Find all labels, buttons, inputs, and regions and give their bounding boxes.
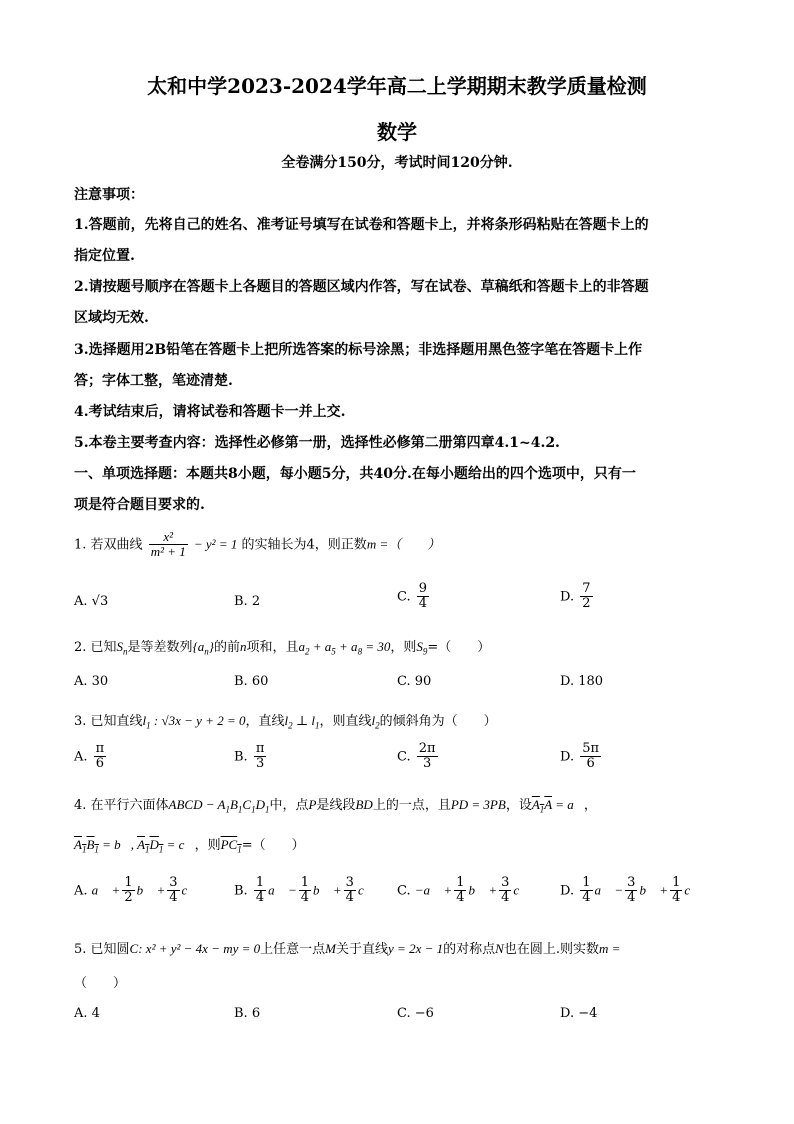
note-4: 4.考试结束后，请将试卷和答题卡一并上交. xyxy=(74,404,346,420)
note-1-line-1: 1.答题前，先将自己的姓名、准考证号填写在试卷和答题卡上，并将条形码粘贴在答题卡上的 xyxy=(74,217,649,233)
q1-option-d: D. $\frac{7}{2}$ xyxy=(560,581,591,612)
q1-text-c: ，则正数 xyxy=(314,537,367,553)
q2-option-d: D. 180 xyxy=(560,674,604,689)
question-5: 5. 已知圆C: x² + y² − 4x − my = 0上任意一点M关于直线y = 2x − 1的对称点N也在圆上.则实数m = xyxy=(74,941,621,957)
note-2-line-1: 2.请按题号顺序在答题卡上各题目的答题区域内作答，写在试卷、草稿纸和答题卡上的非答题 xyxy=(74,279,649,295)
question-3: 3. 已知直线$l_1$ : √3x − y + 2 = 0，直线$l_2$ ⊥ $l_1$，则直线$l_2$的倾斜角为（ ） xyxy=(74,713,497,731)
section-heading-line-1: 一、单项选择题：本题共8小题，每小题5分，共40分.在每小题给出的四个选项中，只有一 xyxy=(74,466,636,482)
q5-option-a: A. 4 xyxy=(74,1006,100,1021)
q1-text-d: m =（ ） xyxy=(366,536,441,552)
q2-option-a: A. 30 xyxy=(74,674,109,689)
exam-subtitle: 全卷满分150分，考试时间120分钟. xyxy=(281,155,513,171)
q4-option-c: C. −a⃗ + $\frac{1}{4}$ b⃗ + $\frac{3}{4}$ c⃗ xyxy=(397,875,530,906)
q4-option-a: A. a⃗ + $\frac{1}{2}$ b⃗ + $\frac{3}{4}$ c⃗ xyxy=(74,875,198,906)
q1-value-4: 4 xyxy=(306,537,315,553)
question-5-paren: （ ） xyxy=(74,976,127,991)
q3-option-c: C. $\frac{2\pi}{3}$ xyxy=(397,741,436,772)
q5-option-b: B. 6 xyxy=(234,1006,261,1021)
exam-subject: 数学 xyxy=(377,120,417,144)
q5-option-d: D. −4 xyxy=(560,1006,598,1021)
note-5: 5.本卷主要考查内容：选择性必修第一册，选择性必修第二册第四章4.1~4.2. xyxy=(74,435,560,451)
question-2: 2. 已知$S_n$是等差数列$\{a_n\}$的前n项和，且$a_2 + a_5 + a_8 = 30$，则$S_9=$（ ） xyxy=(74,639,491,657)
q3-option-b: B. $\frac{\pi}{3}$ xyxy=(234,741,265,772)
q1-text-a: 1. 若双曲线 xyxy=(74,537,143,553)
q2-option-c: C. 90 xyxy=(397,674,432,689)
q2-option-b: B. 60 xyxy=(234,674,269,689)
q4-option-b: B. $\frac{1}{4}$ a⃗ − $\frac{1}{4}$ b⃗ + $\frac{3}{4}$ c⃗ xyxy=(234,875,374,906)
q5-option-c: C. −6 xyxy=(397,1006,434,1021)
q1-option-b: B. 2 xyxy=(234,594,261,609)
q4-option-d: D. $\frac{1}{4}$ a⃗ − $\frac{3}{4}$ b⃗ + $\frac{1}{4}$ c⃗ xyxy=(560,875,701,906)
note-2-line-2: 区域均无效. xyxy=(74,310,149,326)
q3-option-d: D. $\frac{5\pi}{6}$ xyxy=(560,741,600,772)
question-4-line-2: $A_1B_1$ = b⃗, $A_1D_1$ = c⃗，则$PC_1=$（ ） xyxy=(74,837,305,855)
note-3-line-1: 3.选择题用2B铅笔在答题卡上把所选答案的标号涂黑；非选择题用黑色签字笔在答题卡上作 xyxy=(74,342,643,358)
question-1 xyxy=(74,530,440,560)
q1-text-b: 的实轴长为 xyxy=(241,537,307,553)
notes-heading: 注意事项： xyxy=(74,187,144,203)
note-3-line-2: 答；字体工整，笔迹清楚. xyxy=(74,373,233,389)
q1-hyperbola-rest: − y² = 1 xyxy=(193,536,238,552)
exam-title: 太和中学2023-2024学年高二上学期期末教学质量检测 xyxy=(147,74,647,98)
question-4-line-1: 4. 在平行六面体ABCD − $A_1B_1C_1D_1$中，点P是线段BD上的一点，且PD = 3PB，设$A_1A$ = a⃗， xyxy=(74,797,597,815)
section-heading-line-2: 项是符合题目要求的. xyxy=(74,497,205,513)
q1-hyperbola-fraction: $\frac{\text{x²}}{\text{m² + 1}}$ xyxy=(150,529,186,560)
q1-option-a: A. √3 xyxy=(74,594,109,609)
note-1-line-2: 指定位置. xyxy=(74,248,135,264)
q1-option-c: C. $\frac{9}{4}$ xyxy=(397,581,428,612)
q3-option-a: A. $\frac{\pi}{6}$ xyxy=(74,741,105,772)
